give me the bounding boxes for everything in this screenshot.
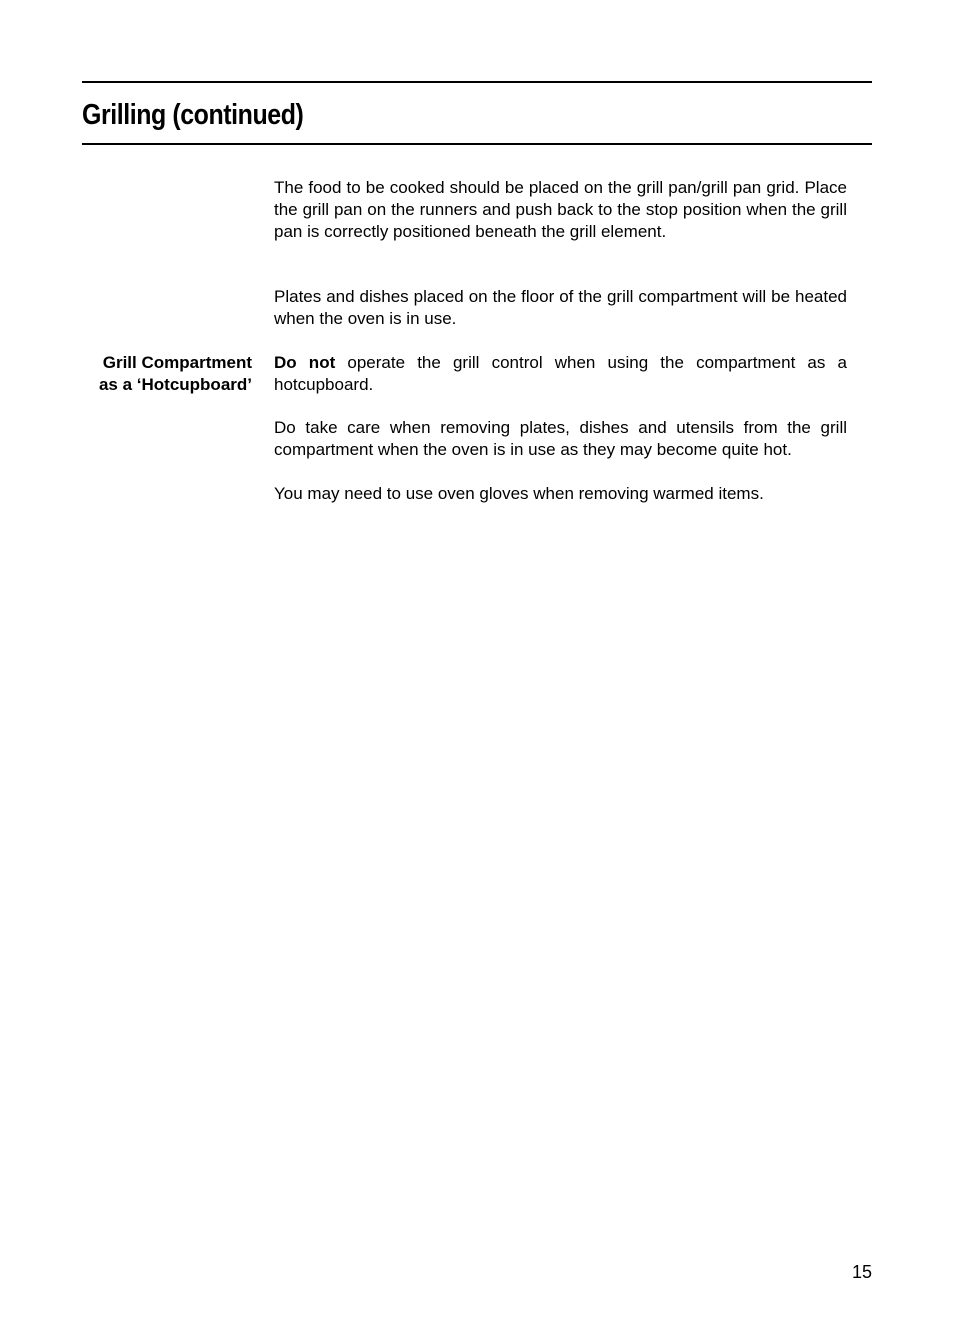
- paragraph-oven-gloves: [274, 483, 847, 505]
- paragraph-do-not-operate: [274, 352, 847, 396]
- paragraph-take-care: [274, 417, 847, 461]
- section-heading-hotcupboard: [78, 352, 252, 396]
- section-heading-line-2: as a ‘Hotcupboard’: [98, 375, 252, 394]
- section-heading-line-1: Grill Compartment: [102, 353, 252, 372]
- paragraph-text: The food to be cooked should be placed on the grill pan/grill pan grid. Place the grill pan on the runners and push back to the stop position when the grill pan is correctly positioned beneath the grill element.: [274, 178, 847, 241]
- header-bottom-rule: [82, 143, 872, 145]
- paragraph-text: Do take care when removing plates, dishes and utensils from the grill compartment when the oven is in use as they may become quite hot.: [274, 418, 847, 459]
- page-number: 15: [851, 1262, 872, 1282]
- emphasis-do-not: Do not: [274, 353, 336, 372]
- paragraph-text: You may need to use oven gloves when removing warmed items.: [274, 484, 764, 503]
- paragraph-text: [274, 352, 847, 396]
- paragraph-plates-heated: [274, 286, 847, 330]
- paragraph-grill-pan-placement: [274, 177, 847, 243]
- paragraph-text: Plates and dishes placed on the floor of the grill compartment will be heated when the oven is in use.: [274, 287, 847, 328]
- page-title: Grilling (continued): [82, 99, 304, 131]
- header-top-rule: [82, 81, 872, 83]
- paragraph-text-rest: operate the grill control when using the compartment as a hotcupboard.: [274, 353, 847, 394]
